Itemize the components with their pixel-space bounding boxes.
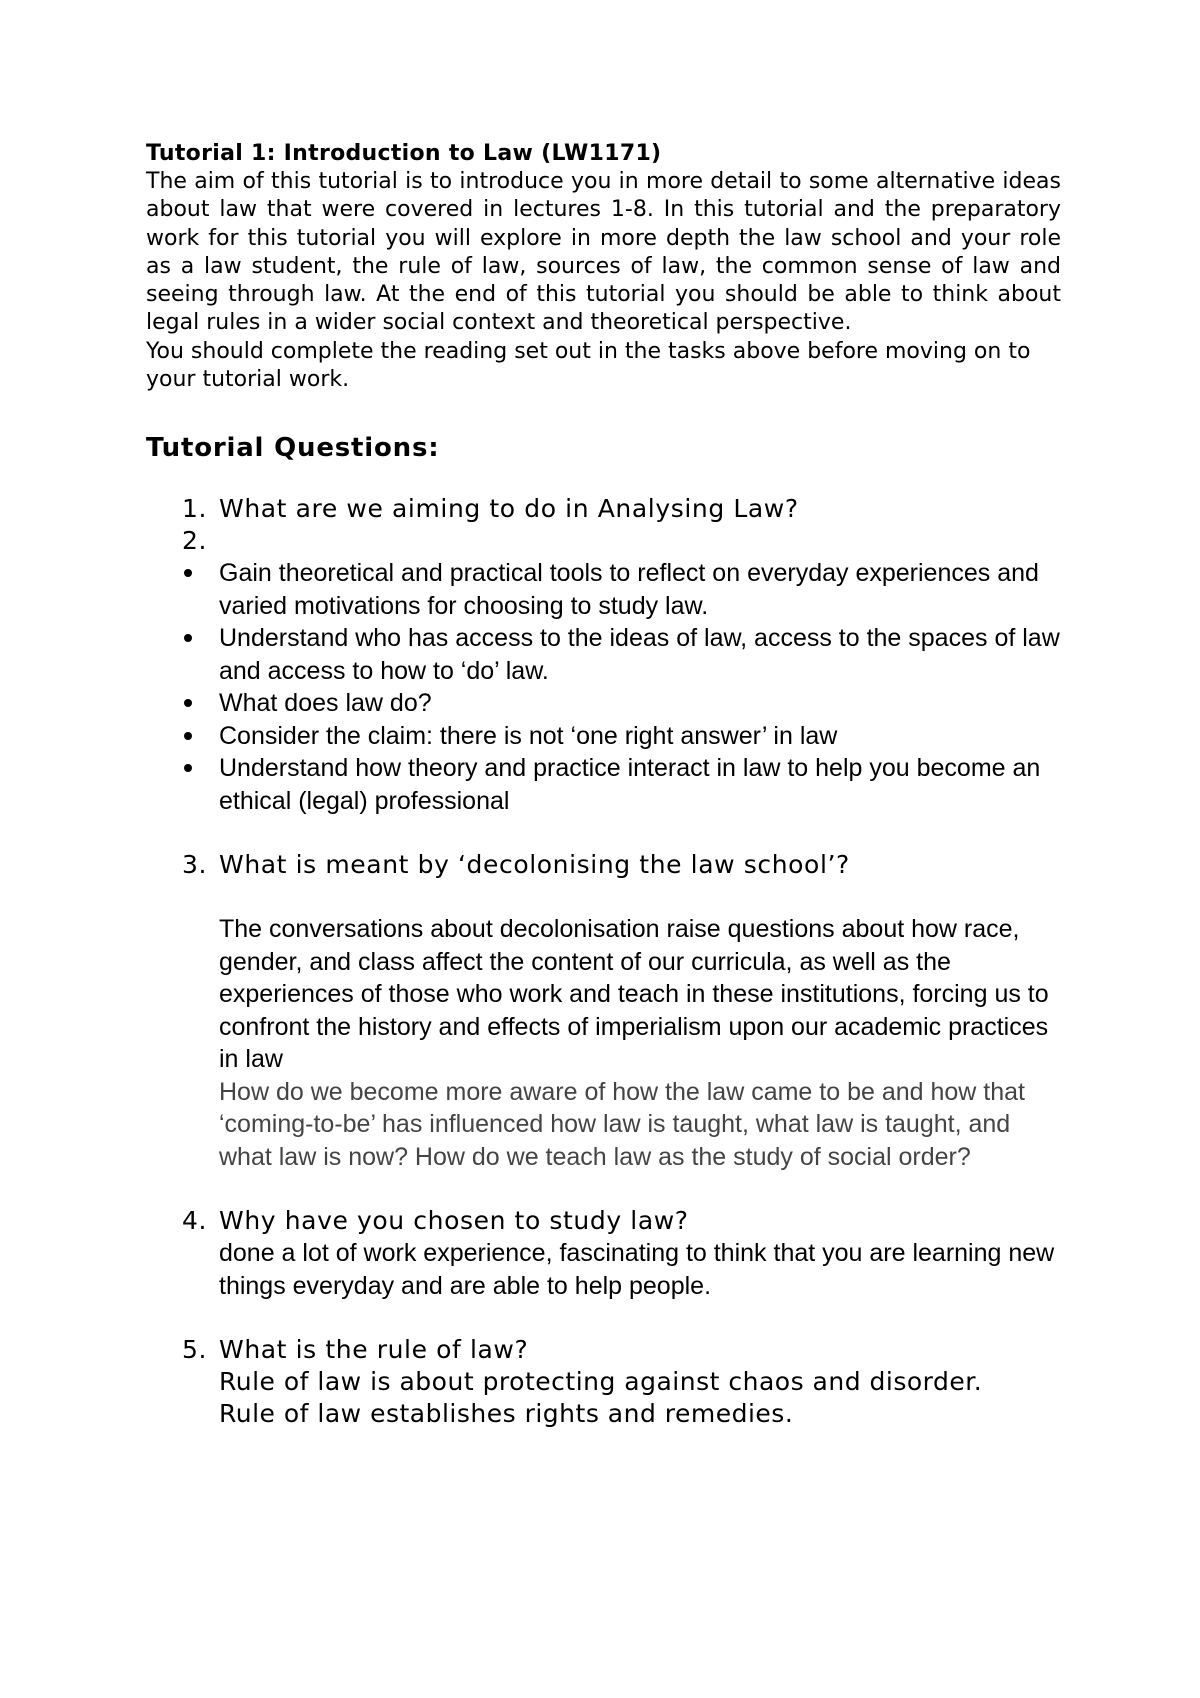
bullet-text: What does law do? [219, 689, 432, 718]
question-2 [146, 525, 1061, 557]
bullet-marker [184, 569, 192, 577]
question-3-answer-1: The conversations about decolonisation raise questions about how race, gender, and class affect the content of our curricula, as well as the experiences of those who work and teach in these institutions, forcing us to confront the history and effects of imperialism upon our academic practices in law [219, 915, 1049, 1074]
document-title: Tutorial 1: Introduction to Law (LW1171) [146, 141, 662, 166]
question-1 [146, 493, 1061, 525]
bullet-text: Gain theoretical and practical tools to reflect on everyday experiences and varied motivations for choosing to study law. [219, 559, 1039, 620]
question-number: 1. [182, 494, 208, 524]
section-heading: Tutorial Questions: [146, 433, 440, 464]
question-4-answer: done a lot of work experience, fascinating to think that you are learning new things everyday and are able to help people. [219, 1239, 1055, 1300]
intro-note: You should complete the reading set out in the tasks above before moving on to your tutorial work. [146, 338, 1031, 393]
question-number: 3. [182, 850, 208, 880]
questions-list-continued [146, 849, 1061, 881]
question-text: Why have you chosen to study law? [219, 1206, 689, 1236]
question-3-answer-2: How do we become more aware of how the law came to be and how that ‘coming-to-be’ has influenced how law is taught, what law is taught, and what law is now? How do we teach law as the study of social order? [219, 1077, 1025, 1171]
question-number: 5. [182, 1335, 208, 1365]
question-number: 4. [182, 1206, 208, 1236]
document-page [146, 140, 1061, 1430]
question-text: What is the rule of law? [219, 1335, 529, 1365]
bullet-text: Consider the claim: there is not ‘one right answer’ in law [219, 721, 838, 750]
question-text: What is meant by ‘decolonising the law school’? [219, 850, 850, 880]
bullet-list [146, 557, 1061, 817]
question-5-answer-1: Rule of law is about protecting against chaos and disorder. [219, 1367, 983, 1397]
bullet-marker [184, 764, 192, 772]
bullet-item [146, 720, 1061, 753]
question-text: What are we aiming to do in Analysing Law? [219, 494, 799, 524]
intro-paragraph: The aim of this tutorial is to introduce you in more detail to some alternative ideas about law that were covered in lectures 1-8. In this tutorial and the preparatory work for this tutorial you will explore in more depth the law school and your role as a law student, the rule of law, sources of law, the common sense of law and seeing through law. At the end of this tutorial you should be able to think about legal rules in a wider social context and theoretical perspective. [146, 169, 1061, 336]
bullet-marker [184, 634, 192, 642]
bullet-marker [184, 699, 192, 707]
bullet-text: Understand how theory and practice interact in law to help you become an ethical (legal) professional [219, 754, 1041, 815]
questions-list-continued [146, 1205, 1061, 1237]
question-5-answer-2: Rule of law establishes rights and remedies. [219, 1399, 794, 1429]
question-number: 2. [182, 526, 208, 556]
question-3 [146, 849, 1061, 881]
question-4 [146, 1205, 1061, 1237]
bullet-item [146, 622, 1061, 687]
question-5 [146, 1334, 1061, 1366]
bullet-item [146, 752, 1061, 817]
bullet-text: Understand who has access to the ideas of law, access to the spaces of law and access to how to ‘do’ law. [219, 624, 1060, 685]
questions-list-continued [146, 1334, 1061, 1366]
bullet-item [146, 557, 1061, 622]
bullet-marker [184, 732, 192, 740]
bullet-item [146, 687, 1061, 720]
questions-list [146, 493, 1061, 557]
